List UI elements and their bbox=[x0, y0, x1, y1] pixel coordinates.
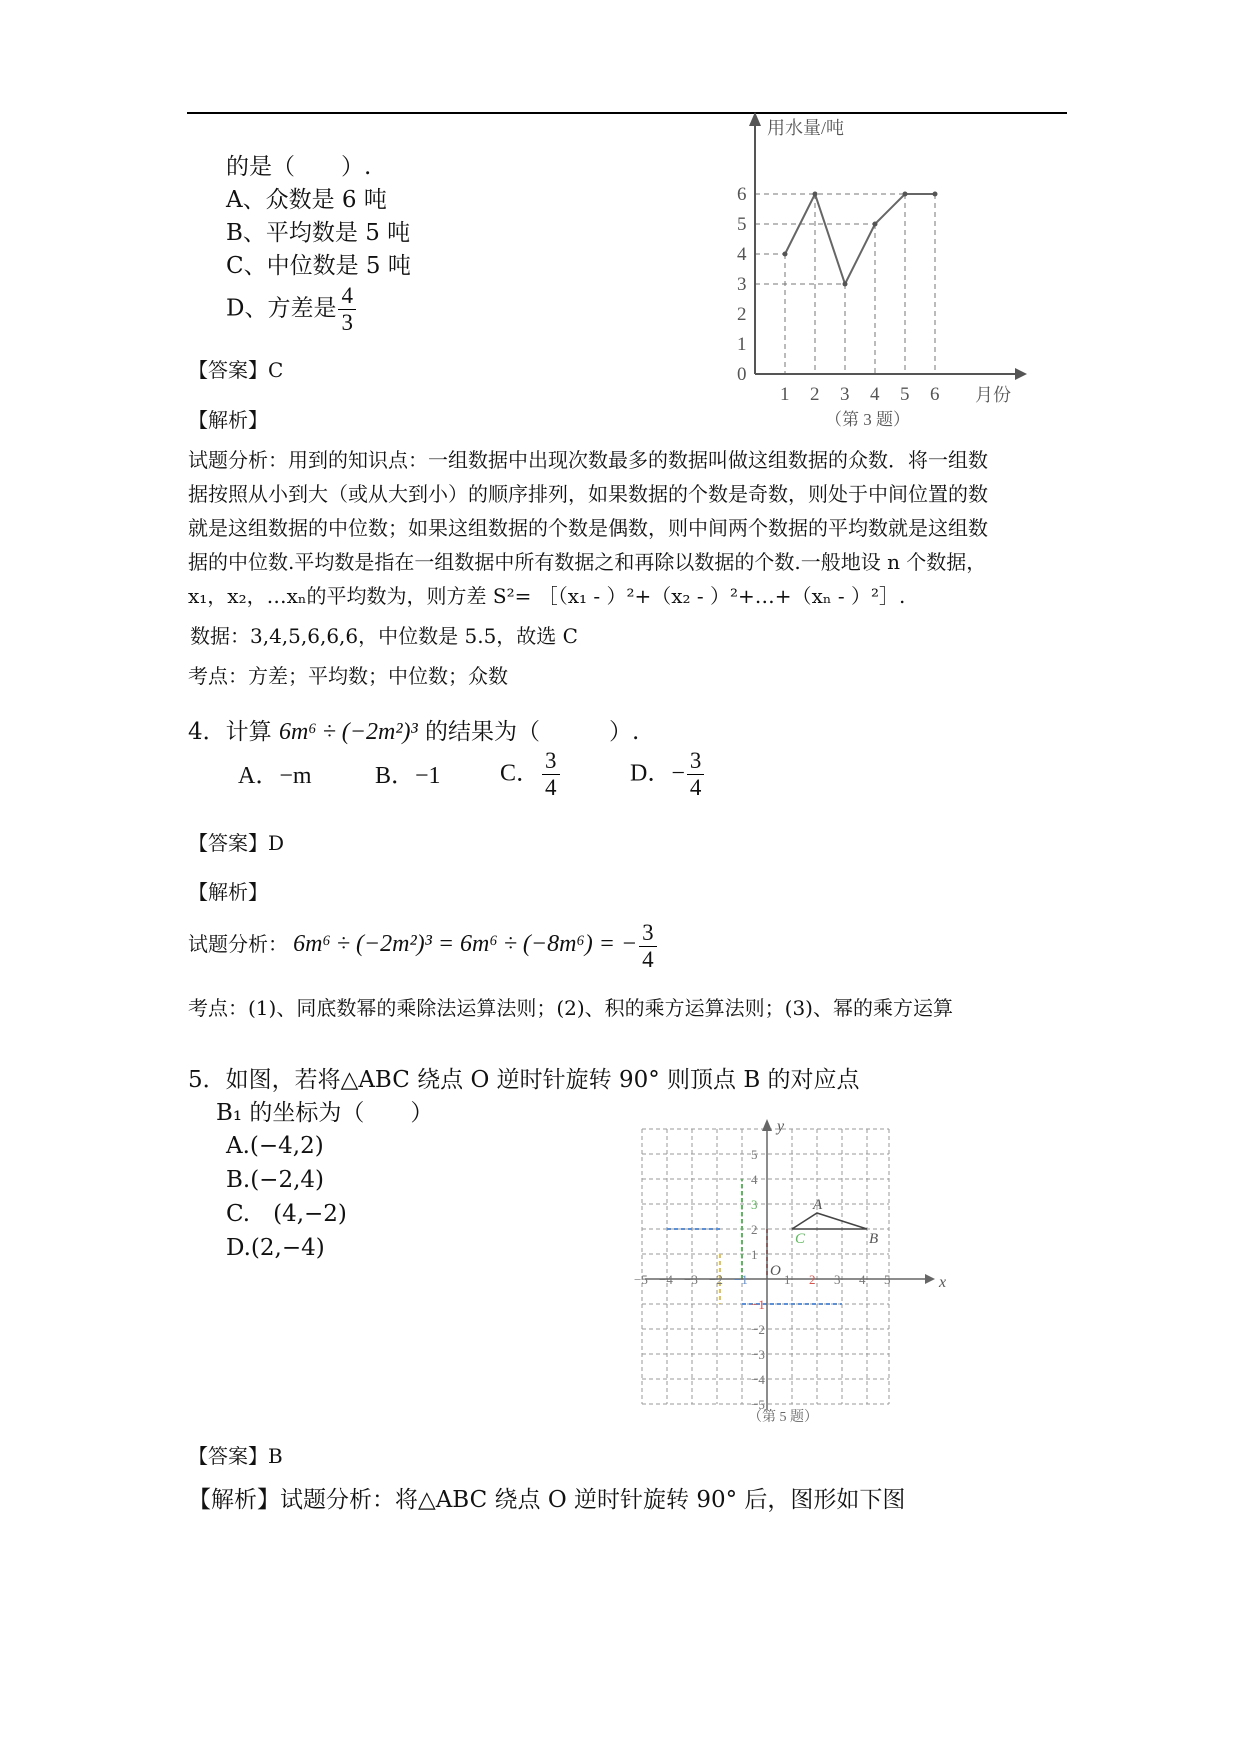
q4-option-d-fraction bbox=[687, 748, 705, 801]
q4-option-a-text: A．−m bbox=[238, 763, 312, 789]
grid-x-tick: 2 bbox=[809, 1272, 816, 1287]
q3-option-d-label: D、方差是 bbox=[226, 295, 337, 322]
chart-point bbox=[903, 192, 908, 197]
chart-y-tick: 0 bbox=[737, 364, 747, 385]
q3-analysis-line-2: 据按照从小到大（或从大到小）的顺序排列，如果数据的个数是奇数，则处于中间位置的数 bbox=[188, 482, 988, 506]
grid-y-tick: 1 bbox=[751, 1247, 758, 1262]
q4-option-c bbox=[500, 748, 562, 801]
q4-option-b bbox=[375, 760, 441, 793]
grid-x-tick: 5 bbox=[884, 1272, 891, 1287]
chart-y-label: 用水量/吨 bbox=[767, 118, 845, 138]
q4-stem-prefix: 4．计算 bbox=[188, 719, 272, 745]
grid-y-tick: −4 bbox=[751, 1372, 765, 1387]
point-a-label: A bbox=[813, 1197, 823, 1213]
q4-option-d-den: 4 bbox=[689, 775, 702, 800]
q5-option-a: A.(−4,2) bbox=[226, 1133, 324, 1159]
chart-x-tick: 1 bbox=[780, 384, 790, 405]
grid-y-tick: −1 bbox=[751, 1297, 765, 1312]
chart-point bbox=[933, 192, 938, 197]
q4-analysis bbox=[188, 920, 659, 973]
q4-analysis-prefix: 试题分析： bbox=[188, 932, 288, 956]
q4-option-c-num: 3 bbox=[542, 748, 560, 775]
chart-x-tick: 4 bbox=[870, 384, 880, 405]
q5-option-b: B.(−2,4) bbox=[226, 1167, 325, 1193]
chart-x-tick: 3 bbox=[840, 384, 850, 405]
q4-stem bbox=[188, 716, 639, 749]
grid-y-tick: −3 bbox=[751, 1347, 765, 1362]
chart-x-tick: 5 bbox=[900, 384, 910, 405]
chart-y-tick: 6 bbox=[737, 184, 747, 205]
q4-option-d-label: D．− bbox=[630, 760, 685, 787]
grid-y-tick: 5 bbox=[751, 1147, 758, 1162]
grid-y-tick: 4 bbox=[751, 1172, 758, 1187]
grid-lines bbox=[642, 1129, 889, 1404]
chart-point bbox=[813, 192, 818, 197]
q3-option-d bbox=[226, 283, 358, 336]
q4-option-d bbox=[630, 748, 706, 801]
point-b-label: B bbox=[869, 1231, 879, 1247]
q4-analysis-num: 3 bbox=[639, 920, 657, 947]
q3-answer: 【答案】C bbox=[188, 358, 284, 382]
chart-x-tick: 2 bbox=[810, 384, 820, 405]
q3-variance-line: x₁，x₂，…xₙ的平均数为，则方差 S²= ［（x₁ - ）²+（x₂ - ）²+…+（xₙ - ）²］. bbox=[188, 584, 906, 608]
chart-x-arrow bbox=[1015, 368, 1027, 380]
q4-analysis-fraction bbox=[639, 920, 657, 973]
rotation-grid-figure bbox=[634, 1115, 947, 1425]
q4-stem-expr: 6m⁶ ÷ (−2m²)³ bbox=[278, 719, 418, 745]
grid-x-tick: 1 bbox=[784, 1272, 791, 1287]
q4-analysis-label: 【解析】 bbox=[188, 880, 268, 904]
grid-x-label: x bbox=[939, 1274, 947, 1291]
q3-analysis-line-1: 试题分析：用到的知识点：一组数据中出现次数最多的数据叫做这组数据的众数．将一组数 bbox=[188, 448, 988, 472]
grid-y-arrow bbox=[762, 1119, 772, 1131]
grid-x-tick: 4 bbox=[859, 1272, 866, 1287]
chart-y-tick: 2 bbox=[737, 304, 747, 325]
chart-x-tick: 6 bbox=[930, 384, 940, 405]
q4-stem-suffix: 的结果为（ ）. bbox=[425, 719, 640, 745]
chart-point bbox=[843, 282, 848, 287]
q5-stem-line-2: B₁ 的坐标为（ ） bbox=[216, 1100, 434, 1126]
q5-option-d: D.(2,−4) bbox=[226, 1235, 325, 1261]
chart-tick-labels bbox=[737, 184, 940, 405]
grid-y-tick: 3 bbox=[751, 1197, 758, 1212]
origin-label: O bbox=[770, 1263, 781, 1279]
q5-stem-line-1: 5．如图，若将△ABC 绕点 O 逆时针旋转 90° 则顶点 B 的对应点 bbox=[188, 1067, 860, 1093]
grid-x-tick: −5 bbox=[634, 1272, 648, 1287]
grid-x-tick: −4 bbox=[659, 1272, 673, 1287]
q4-option-a bbox=[238, 760, 312, 793]
q4-option-c-den: 4 bbox=[545, 775, 557, 800]
point-c-label: C bbox=[795, 1231, 806, 1247]
grid-x-tick: −3 bbox=[684, 1272, 698, 1287]
chart-caption: （第 3 题） bbox=[825, 410, 910, 429]
q3-data-line: 数据：3,4,5,6,6,6，中位数是 5.5，故选 C bbox=[190, 624, 578, 648]
grid-x-tick: 3 bbox=[834, 1272, 841, 1287]
chart-point bbox=[873, 222, 878, 227]
grid-x-arrow bbox=[925, 1274, 935, 1284]
grid-y-tick: −5 bbox=[751, 1397, 765, 1412]
q4-option-c-label: C． bbox=[500, 760, 541, 787]
q3-option-d-num: 4 bbox=[338, 283, 356, 310]
q5-option-c: C. (4,−2) bbox=[226, 1201, 347, 1227]
water-usage-chart bbox=[725, 112, 1055, 442]
chart-point bbox=[783, 252, 788, 257]
q4-analysis-expr: 6m⁶ ÷ (−2m²)³ = 6m⁶ ÷ (−8m⁶) = − bbox=[293, 931, 638, 957]
chart-points bbox=[783, 192, 938, 287]
q3-analysis-label: 【解析】 bbox=[188, 408, 268, 432]
q4-answer: 【答案】D bbox=[188, 831, 285, 855]
chart-x-label: 月份 bbox=[975, 385, 1011, 405]
grid-y-label: y bbox=[777, 1118, 785, 1135]
q4-kaodian: 考点：(1)、同底数幂的乘除法运算法则；(2)、积的乘方运算法则；(3)、幂的乘方运算 bbox=[188, 996, 953, 1020]
q4-option-b-text: B．−1 bbox=[375, 763, 441, 789]
q4-option-c-fraction bbox=[542, 748, 560, 801]
grid-x-tick: −1 bbox=[734, 1272, 748, 1287]
grid-y-tick: −2 bbox=[751, 1322, 765, 1337]
q3-stem-tail: 的是（ ）. bbox=[226, 154, 372, 180]
q3-option-d-den: 3 bbox=[341, 310, 353, 335]
q5-answer: 【答案】B bbox=[188, 1444, 283, 1468]
chart-y-tick: 3 bbox=[737, 274, 747, 295]
grid-caption: （第 5 题） bbox=[748, 1410, 818, 1425]
triangle-abc bbox=[792, 1213, 867, 1229]
q3-kaodian: 考点：方差；平均数；中位数；众数 bbox=[188, 664, 508, 688]
grid-y-tick: 2 bbox=[751, 1222, 758, 1237]
chart-series-line bbox=[785, 194, 935, 284]
chart-y-tick: 4 bbox=[737, 244, 747, 265]
q3-analysis-line-4: 据的中位数.平均数是指在一组数据中所有数据之和再除以数据的个数.一般地设 n 个数据， bbox=[188, 550, 987, 574]
chart-y-tick: 1 bbox=[737, 334, 747, 355]
q3-option-b: B、平均数是 5 吨 bbox=[226, 220, 411, 246]
q4-option-d-num: 3 bbox=[687, 748, 705, 775]
q3-option-c: C、中位数是 5 吨 bbox=[226, 253, 411, 279]
q5-analysis: 【解析】试题分析：将△ABC 绕点 O 逆时针旋转 90° 后，图形如下图 bbox=[188, 1487, 906, 1513]
chart-y-tick: 5 bbox=[737, 214, 747, 235]
chart-y-arrow bbox=[749, 112, 761, 126]
q4-analysis-den: 4 bbox=[642, 947, 654, 972]
q3-analysis-line-3: 就是这组数据的中位数；如果这组数据的个数是偶数，则中间两个数据的平均数就是这组数 bbox=[188, 516, 988, 540]
grid-x-tick: −2 bbox=[709, 1272, 723, 1287]
q3-option-a: A、众数是 6 吨 bbox=[226, 187, 387, 213]
q3-option-d-fraction bbox=[338, 283, 356, 336]
